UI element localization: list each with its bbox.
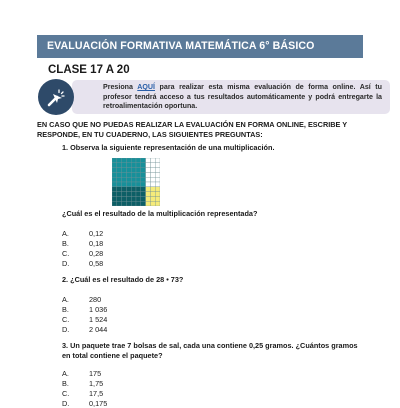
grid-cell [117,172,122,177]
q1-option-b[interactable] [62,239,103,248]
grid-cell [117,187,122,192]
grid-cell [146,201,151,206]
grid-cell [141,201,146,206]
grid-cell [141,187,146,192]
class-label: CLASE 17 A 20 [48,64,130,76]
grid-cell [122,168,127,173]
grid-cell [150,196,155,201]
grid-cell [136,168,141,173]
grid-cell [146,163,151,168]
q2-option-c[interactable] [62,315,107,324]
grid-cell [155,201,160,206]
q1-option-a[interactable] [62,229,103,238]
info-text-end: para realizar esta misma evaluación de forma online. Así tu profesor tendrá acceso a tus resultados automáticamente y podrá entregarte la retroalimentación oportuna. [103,83,382,111]
grid-cell [141,182,146,187]
grid-cell [131,196,136,201]
grid-cell [136,187,141,192]
option-letter: D. [62,399,70,408]
grid-cell [150,158,155,163]
grid-cell [117,192,122,197]
grid-cell [136,177,141,182]
grid-cell [122,182,127,187]
q2-option-a[interactable] [62,295,101,304]
question-1-prompt: ¿Cuál es el resultado de la multiplicación representada? [62,209,258,218]
grid-cell [122,201,127,206]
grid-cell [141,172,146,177]
grid-cell [122,192,127,197]
grid-cell [126,177,131,182]
grid-cell [126,201,131,206]
grid-cell [112,201,117,206]
grid-cell [126,163,131,168]
question-3-text-cont: en total contiene el paquete? [62,351,163,360]
option-letter: B. [62,305,69,314]
grid-cell [146,177,151,182]
grid-cell [112,192,117,197]
grid-cell [146,158,151,163]
q1-option-c[interactable] [62,249,103,258]
option-value: 0,18 [89,239,104,248]
option-letter: C. [62,315,70,324]
grid-cell [141,168,146,173]
option-value: 280 [89,295,102,304]
option-letter: D. [62,325,70,334]
cursor-click-icon[interactable] [38,79,74,115]
grid-cell [155,177,160,182]
grid-cell [122,196,127,201]
grid-cell [131,201,136,206]
grid-cell [146,172,151,177]
grid-cell [141,177,146,182]
grid-cell [122,177,127,182]
grid-cell [141,158,146,163]
question-3-text: 3. Un paquete trae 7 bolsas de sal, cada una contiene 0,25 gramos. ¿Cuántos gramos [62,341,358,350]
grid-cell [112,158,117,163]
grid-cell [136,196,141,201]
grid-cell [150,172,155,177]
grid-cell [150,182,155,187]
option-value: 0,12 [89,229,104,238]
grid-cell [131,163,136,168]
grid-cell [126,192,131,197]
grid-cell [150,201,155,206]
q2-option-d[interactable] [62,325,107,334]
grid-cell [131,187,136,192]
grid-cell [150,192,155,197]
grid-cell [117,168,122,173]
grid-cell [146,196,151,201]
grid-cell [155,182,160,187]
grid-cell [122,187,127,192]
grid-cell [150,163,155,168]
grid-cell [126,182,131,187]
grid-cell [122,172,127,177]
grid-cell [141,196,146,201]
grid-cell [112,196,117,201]
option-value: 17,5 [89,389,104,398]
q3-option-c[interactable] [62,389,103,398]
info-text-start: Presiona [103,83,138,91]
option-letter: B. [62,379,69,388]
option-letter: A. [62,369,69,378]
grid-cell [112,182,117,187]
option-value: 0,28 [89,249,104,258]
option-value: 175 [89,369,102,378]
grid-cell [155,168,160,173]
grid-cell [141,163,146,168]
grid-cell [131,172,136,177]
grid-cell [136,163,141,168]
grid-cell [131,182,136,187]
grid-cell [126,187,131,192]
grid-cell [136,158,141,163]
grid-cell [150,187,155,192]
grid-cell [136,201,141,206]
q2-option-b[interactable] [62,305,107,314]
option-value: 1 036 [89,305,108,314]
grid-cell [155,196,160,201]
grid-cell [131,192,136,197]
grid-cell [146,192,151,197]
grid-cell [126,168,131,173]
grid-cell [150,177,155,182]
grid-cell [155,187,160,192]
grid-cell [146,182,151,187]
q3-option-a[interactable] [62,369,101,378]
grid-cell [141,192,146,197]
online-link[interactable]: AQUÍ [137,83,155,91]
option-value: 1 524 [89,315,108,324]
grid-cell [155,172,160,177]
grid-cell [131,158,136,163]
grid-cell [126,158,131,163]
grid-cell [126,196,131,201]
grid-cell [117,201,122,206]
option-letter: C. [62,389,70,398]
q3-option-b[interactable] [62,379,103,388]
grid-cell [136,172,141,177]
option-value: 2 044 [89,325,108,334]
option-value: 0,175 [89,399,108,408]
grid-cell [117,177,122,182]
grid-cell [112,163,117,168]
online-info [24,80,382,114]
q1-option-d[interactable] [62,259,103,268]
grid-cell [117,163,122,168]
option-letter: A. [62,229,69,238]
grid-cell [112,187,117,192]
grid-cell [126,172,131,177]
info-box [72,80,390,114]
grid-cell [112,172,117,177]
grid-cell [146,187,151,192]
question-1-text: 1. Observa la siguiente representación de una multiplicación. [62,143,275,152]
pointer-icon [45,86,67,108]
grid-cell [146,168,151,173]
option-letter: A. [62,295,69,304]
question-2-text: 2. ¿Cuál es el resultado de 28 • 73? [62,275,184,284]
grid-cell [131,177,136,182]
grid-cell [117,182,122,187]
grid-cell [112,177,117,182]
grid-cell [150,168,155,173]
grid-cell [155,158,160,163]
grid-cell [136,182,141,187]
option-value: 1,75 [89,379,104,388]
grid-cell [117,196,122,201]
q3-option-d[interactable] [62,399,107,408]
option-value: 0,58 [89,259,104,268]
option-letter: C. [62,249,70,258]
instructions: EN CASO QUE NO PUEDAS REALIZAR LA EVALUACIÓN EN FORMA ONLINE, ESCRIBE Y RESPONDE, EN TU CUADERNO, LAS SIGUIENTES PREGUNTAS: [37,120,348,139]
grid-cell [112,168,117,173]
grid-cell [122,158,127,163]
grid-cell [131,168,136,173]
option-letter: D. [62,259,70,268]
multiplication-grid [112,158,160,206]
grid-cell [136,192,141,197]
grid-cell [122,163,127,168]
grid-cell [155,163,160,168]
grid-cell [155,192,160,197]
option-letter: B. [62,239,69,248]
grid-cell [117,158,122,163]
title-banner: EVALUACIÓN FORMATIVA MATEMÁTICA 6° BÁSICO [37,35,363,58]
